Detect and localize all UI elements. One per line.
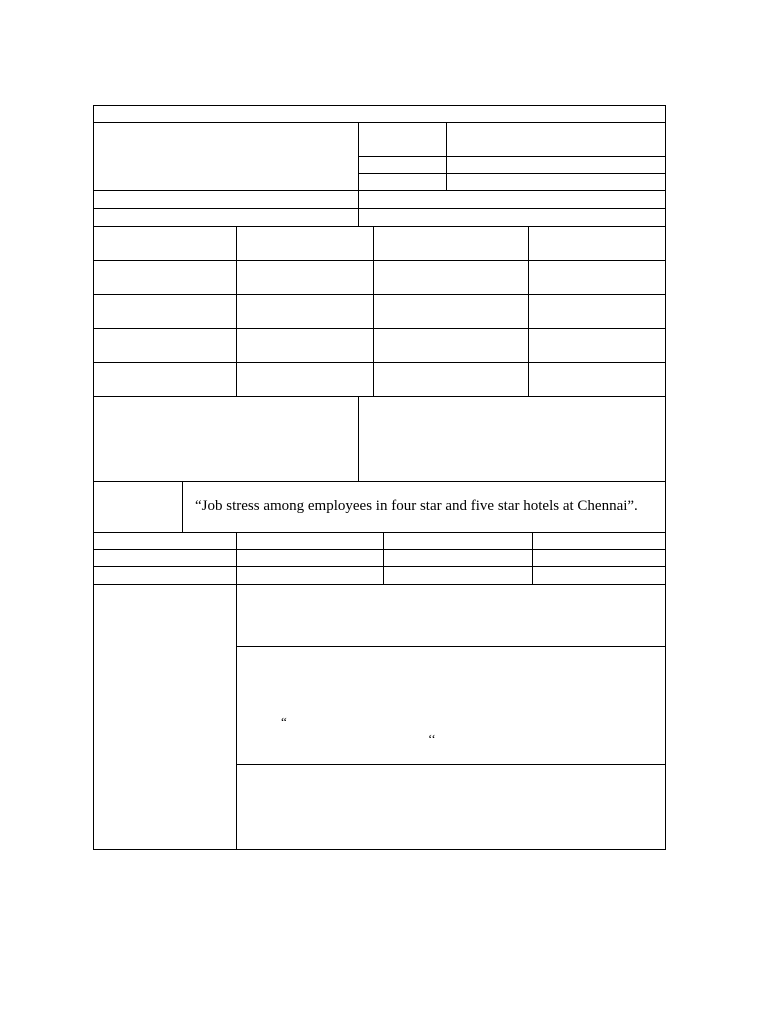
- small-grid-cell: [236, 532, 384, 550]
- info-value-cell-2: [446, 156, 666, 174]
- small-grid-cell: [93, 566, 237, 585]
- grid-cell: [236, 362, 374, 397]
- grid-cell: [93, 328, 237, 363]
- stray-quote-mark: ‘‘: [428, 731, 436, 746]
- large-left-cell: [93, 396, 359, 482]
- grid-cell: [236, 226, 374, 261]
- info-left-cell: [93, 122, 359, 191]
- project-title: “Job stress among employees in four star and five star hotels at Chennai”.: [195, 498, 638, 514]
- small-grid-cell: [93, 549, 237, 567]
- grid-cell: [373, 226, 529, 261]
- small-grid-cell: [383, 532, 533, 550]
- grid-cell: [528, 226, 666, 261]
- header-row: [93, 105, 666, 123]
- grid-cell: [528, 328, 666, 363]
- two-col-right-1: [358, 190, 666, 209]
- grid-cell: [93, 260, 237, 295]
- grid-cell: [373, 362, 529, 397]
- grid-cell: [528, 362, 666, 397]
- grid-cell: [528, 260, 666, 295]
- grid-cell: [236, 260, 374, 295]
- info-value-cell-3: [446, 173, 666, 191]
- bottom-right-cell-1: [236, 584, 666, 647]
- two-col-left-1: [93, 190, 359, 209]
- small-grid-cell: [532, 549, 666, 567]
- two-col-right-2: [358, 208, 666, 227]
- grid-cell: [373, 294, 529, 329]
- grid-cell: [236, 294, 374, 329]
- large-right-cell: [358, 396, 666, 482]
- title-label-cell: [93, 481, 183, 533]
- grid-cell: [236, 328, 374, 363]
- grid-cell: [373, 260, 529, 295]
- stray-quote-mark: “: [281, 714, 287, 729]
- small-grid-cell: [93, 532, 237, 550]
- small-grid-cell: [236, 566, 384, 585]
- bottom-left-cell: [93, 584, 237, 850]
- bottom-right-cell-3: [236, 764, 666, 850]
- small-grid-cell: [383, 549, 533, 567]
- small-grid-cell: [532, 532, 666, 550]
- two-col-left-2: [93, 208, 359, 227]
- info-label-cell-2: [358, 156, 447, 174]
- small-grid-cell: [532, 566, 666, 585]
- small-grid-cell: [383, 566, 533, 585]
- grid-cell: [93, 362, 237, 397]
- grid-cell: [528, 294, 666, 329]
- grid-cell: [93, 226, 237, 261]
- info-value-cell-1: [446, 122, 666, 157]
- grid-cell: [373, 328, 529, 363]
- info-label-cell-3: [358, 173, 447, 191]
- small-grid-cell: [236, 549, 384, 567]
- grid-cell: [93, 294, 237, 329]
- bottom-right-cell-2: [236, 646, 666, 765]
- info-label-cell-1: [358, 122, 447, 157]
